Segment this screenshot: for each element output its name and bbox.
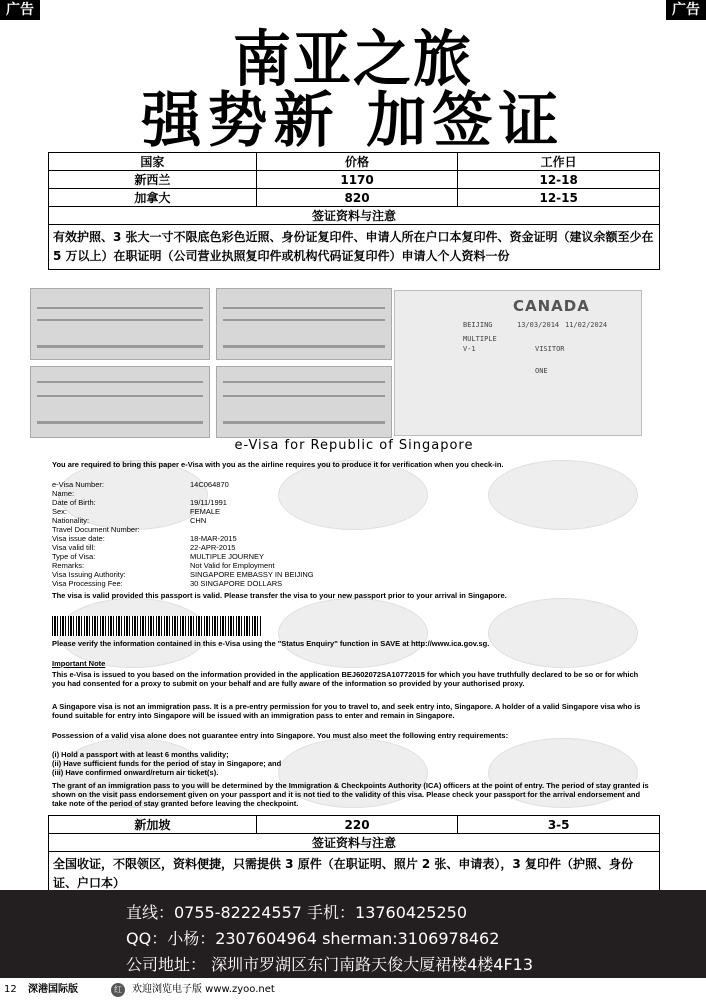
passport-visa-photo xyxy=(216,366,392,438)
requirement-1: (i) Hold a passport with at least 6 months validity; xyxy=(52,750,229,759)
evisa-field: Visa Issuing Authority: SINGAPORE EMBASSY IN BEIJING xyxy=(52,570,314,579)
important-note-p2: A Singapore visa is not an immigration pass. It is a pre-entry permission for you to travel to, and seek entry into, Singapore. A holder of a valid Singapore visa who is found suitable for entry into Singapore will be issued with an immigration pass to enter and remain in Singapore. xyxy=(52,702,641,720)
canada-category: V-1 xyxy=(463,345,476,353)
evisa-field: Visa Processing Fee: 30 SINGAPORE DOLLARS xyxy=(52,579,283,588)
contact-qq-line: QQ：小杨：2307604964 sherman:3106978462 xyxy=(126,929,500,948)
header-workdays: 工作日 xyxy=(458,153,660,171)
evisa-field: Type of Visa: MULTIPLE JOURNEY xyxy=(52,552,265,561)
requirement-2: (ii) Have sufficient funds for the period of stay in Singapore; and xyxy=(52,759,282,768)
cell-country: 新加坡 xyxy=(49,816,257,834)
canada-count: ONE xyxy=(535,367,548,375)
evisa-validity-note: The visa is valid provided this passport is valid. Please transfer the visa to your new passport prior to your arrival in Singapore. xyxy=(52,591,507,600)
requirements-note: 全国收证，不限领区，资料便捷，只需提供 3 原件（在职证明、照片 2 张、申请表），3 复印件（护照、身份证、户口本） xyxy=(49,852,660,897)
table-row xyxy=(49,171,660,189)
ad-label-right: 广告 xyxy=(666,0,706,20)
passport-visa-photo xyxy=(216,288,392,360)
evisa-field: Visa issue date: 18-MAR-2015 xyxy=(52,534,237,543)
important-note-p1: This e-Visa is issued to you based on the information provided in the application BEJ602072SA10772015 for which you have truthfully declared to be so or for which you had consented for a proxy to submit on your behalf and are fully aware of the information so provided by your authorised proxy. xyxy=(52,670,639,688)
contact-phone-line: 直线：0755-82224557 手机：13760425250 xyxy=(126,903,467,922)
header-price: 价格 xyxy=(256,153,458,171)
cell-price: 820 xyxy=(256,189,458,207)
evisa-field: Date of Birth: 19/11/1991 xyxy=(52,498,227,507)
table-row xyxy=(49,816,660,834)
requirements-note: 有效护照、3 张大一寸不限底色彩色近照、身份证复印件、申请人所在户口本复印件、资金证明（建议余额至少在 5 万以上）在职证明（公司营业执照复印件或机构代码证复印件）申请人个人资料一份 xyxy=(49,225,660,270)
page-footer xyxy=(0,980,706,1000)
canada-visa-photo xyxy=(394,290,642,436)
price-table-singapore xyxy=(48,815,660,897)
cell-price: 1170 xyxy=(256,171,458,189)
publication-logo-icon: 红 xyxy=(111,983,125,997)
cell-workdays: 12-15 xyxy=(458,189,660,207)
cell-price: 220 xyxy=(256,816,458,834)
contact-banner xyxy=(0,890,706,978)
evisa-title: e-Visa for Republic of Singapore xyxy=(234,438,474,453)
cell-workdays: 12-18 xyxy=(458,171,660,189)
canada-entries: MULTIPLE xyxy=(463,335,497,343)
evisa-verify-note: Please verify the information contained in this e-Visa using the "Status Enquiry" function in SAVE at http://www.ica.gov.sg. xyxy=(52,639,490,648)
evisa-intro: You are required to bring this paper e-Visa with you as the airline requires you to produce it for verification when you check-in. xyxy=(52,460,504,469)
evisa-field: Sex: FEMALE xyxy=(52,507,221,516)
canada-issue: 13/03/2014 xyxy=(517,321,560,329)
section-title-row xyxy=(49,834,660,852)
canada-country: CANADA xyxy=(513,297,590,315)
barcode xyxy=(52,616,262,636)
important-note-title: Important Note xyxy=(52,659,106,668)
table-row xyxy=(49,189,660,207)
headline-line-1: 南亚之旅 xyxy=(232,23,473,95)
section-title: 签证资料与注意 xyxy=(49,207,660,225)
edition-name: 深港国际版 xyxy=(28,984,78,995)
cell-country: 加拿大 xyxy=(49,189,257,207)
evisa-field: Name: xyxy=(52,489,75,498)
canada-type: VISITOR xyxy=(535,345,565,353)
cell-workdays: 3-5 xyxy=(458,816,660,834)
canada-location: BEIJING xyxy=(463,321,493,329)
headline-line-2: 强势新 加签证 xyxy=(141,86,565,156)
evisa-field: e-Visa Number: 14C064870 xyxy=(52,480,229,489)
table-header-row xyxy=(49,153,660,171)
contact-address-line: 公司地址： 深圳市罗湖区东门南路天俊大厦裙楼4楼4F13 xyxy=(126,955,534,974)
important-note-p3: Possession of a valid visa alone does not guarantee entry into Singapore. You must also meet the following entry requirements: xyxy=(52,731,509,740)
requirement-3: (iii) Have confirmed onward/return air ticket(s). xyxy=(52,768,219,777)
singapore-evisa-document xyxy=(48,438,660,813)
section-title: 签证资料与注意 xyxy=(49,834,660,852)
evisa-field: Visa valid till: 22-APR-2015 xyxy=(52,543,236,552)
visa-photos xyxy=(30,288,642,438)
evisa-field: Nationality: CHN xyxy=(52,516,207,525)
price-table-nz-canada xyxy=(48,152,660,270)
canada-expiry: 11/02/2024 xyxy=(565,321,608,329)
passport-visa-photo xyxy=(30,288,210,360)
passport-visa-photo xyxy=(30,366,210,438)
evisa-field: Remarks: Not Valid for Employment xyxy=(52,561,275,570)
important-note-p4: The grant of an immigration pass to you will be determined by the Immigration & Checkpoints Authority (ICA) officers at the point of entry. The period of stay granted is shown on the visit pass endorsement given on your passport and it is not tied to the validity of this visa. Please check your passport for the arrival endorsement and take note of the period of stay granted before leaving the checkpoint. xyxy=(52,781,649,808)
header-country: 国家 xyxy=(49,153,257,171)
footer-website[interactable]: 欢迎浏览电子版 www.zyoo.net xyxy=(132,984,275,995)
note-row xyxy=(49,225,660,270)
evisa-field: Travel Document Number: xyxy=(52,525,140,534)
page-number: 12 xyxy=(4,984,17,995)
section-title-row xyxy=(49,207,660,225)
cell-country: 新西兰 xyxy=(49,171,257,189)
ad-label-left: 广告 xyxy=(0,0,40,20)
